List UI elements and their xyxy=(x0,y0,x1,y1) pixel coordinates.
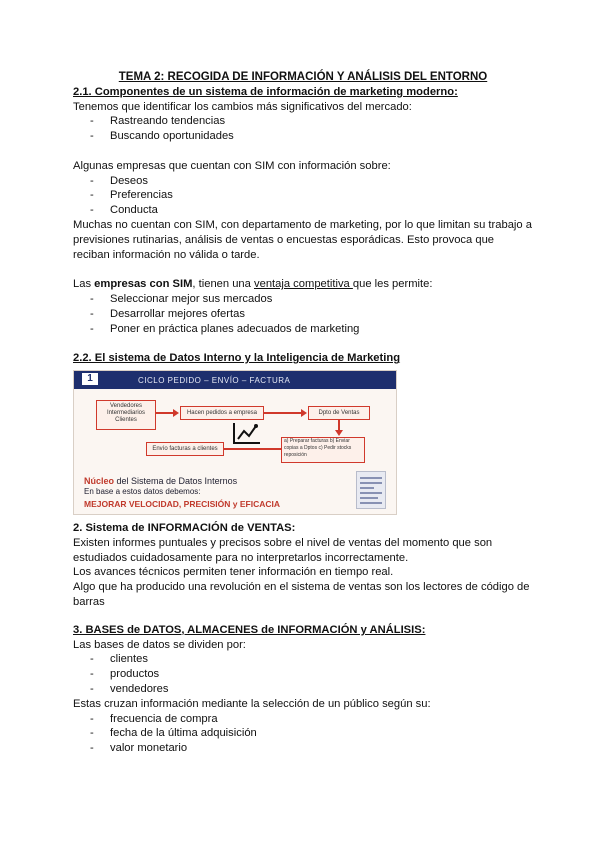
arrow xyxy=(224,448,282,450)
list-item: - Preferencias xyxy=(73,188,533,203)
databases-list xyxy=(73,652,533,696)
internal-data-diagram xyxy=(73,370,397,515)
selection-criteria-list xyxy=(73,712,533,756)
diagram-box-sellers: Vendedores Intermediarios Clientes xyxy=(96,400,156,430)
list-item: - Rastreando tendencias xyxy=(73,114,533,129)
arrow xyxy=(156,412,174,414)
list-item: - Desarrollar mejores ofertas xyxy=(73,307,533,322)
diagram-improve-text: MEJORAR VELOCIDAD, PRECISIÓN y EFICACIA xyxy=(84,498,280,509)
document-page xyxy=(73,70,533,756)
sim-info-list xyxy=(73,174,533,218)
list-item: - Conducta xyxy=(73,203,533,218)
diagram-box-orders: Hacen pedidos a empresa xyxy=(180,406,264,420)
sales-info-paragraph-2: Los avances técnicos permiten tener información en tiempo real. xyxy=(73,566,394,579)
arrow-head xyxy=(173,409,179,417)
document-title: TEMA 2: RECOGIDA DE INFORMACIÓN Y ANÁLISIS DEL ENTORNO xyxy=(118,71,488,83)
trend-chart-icon xyxy=(232,421,262,445)
cross-info-intro: Estas cruzan información mediante la selección de un público según su: xyxy=(73,697,431,710)
diagram-box-tasks: a) Preparar facturas b) Enviar copias a Dptos c) Pedir stocks reposición xyxy=(281,437,365,463)
list-item: - fecha de la última adquisición xyxy=(73,726,533,741)
list-item: - vendedores xyxy=(73,682,533,697)
list-item: - Deseos xyxy=(73,174,533,189)
section-2-2-heading: 2.2. El sistema de Datos Interno y la Inteligencia de Marketing xyxy=(73,352,401,365)
diagram-box-sales-dept: Dpto de Ventas xyxy=(308,406,370,420)
diagram-title: CICLO PEDIDO – ENVÍO – FACTURA xyxy=(138,375,291,385)
section-sales-info-heading: 2. Sistema de INFORMACIÓN de VENTAS: xyxy=(73,521,296,534)
diagram-box-invoices: Envío facturas a clientes xyxy=(146,442,224,456)
sales-info-paragraph-3: Algo que ha producido una revolución en el sistema de ventas son los lectores de código de barras xyxy=(73,581,530,608)
diagram-header xyxy=(74,371,396,389)
document-thumbnail-icon xyxy=(356,471,386,509)
databases-intro: Las bases de datos se dividen por: xyxy=(73,638,246,651)
sales-info-paragraph: Existen informes puntuales y precisos sobre el nivel de ventas del momento que son estudiados cuidadosamente para no interpretarlos incorrectamente. xyxy=(73,536,493,564)
trends-list xyxy=(73,114,533,144)
section-2-1-intro: Tenemos que identificar los cambios más significativos del mercado: xyxy=(73,100,412,113)
sim-intro: Algunas empresas que cuentan con SIM con información sobre: xyxy=(73,159,391,172)
list-item: - frecuencia de compra xyxy=(73,712,533,727)
arrow-head xyxy=(301,409,307,417)
sim-advantage-paragraph: Las empresas con SIM, tienen una ventaja competitiva que les permite: xyxy=(73,278,433,291)
list-item: - Seleccionar mejor sus mercados xyxy=(73,292,533,307)
section-3-heading: 3. BASES de DATOS, ALMACENES de INFORMACIÓN y ANÁLISIS: xyxy=(73,623,426,636)
list-item: - Poner en práctica planes adecuados de marketing xyxy=(73,322,533,337)
list-item: - productos xyxy=(73,667,533,682)
diagram-base-text: En base a estos datos debemos: xyxy=(84,486,201,496)
section-2-1-heading: 2.1. Componentes de un sistema de información de marketing moderno: xyxy=(73,85,458,98)
advantage-list xyxy=(73,292,533,336)
diagram-number: 1 xyxy=(82,373,98,385)
no-sim-paragraph: Muchas no cuentan con SIM, con departamento de marketing, por lo que limitan su trabajo a previsiones rutinarias, análisis de ventas o encuestas esporádicas. Esto provoca que reciban información no válida o tarde. xyxy=(73,218,532,261)
diagram-core-text: Núcleo del Sistema de Datos Internos xyxy=(84,475,238,486)
list-item: - Buscando oportunidades xyxy=(73,129,533,144)
arrow xyxy=(264,412,302,414)
list-item: - clientes xyxy=(73,652,533,667)
arrow-head xyxy=(335,430,343,436)
list-item: - valor monetario xyxy=(73,741,533,756)
